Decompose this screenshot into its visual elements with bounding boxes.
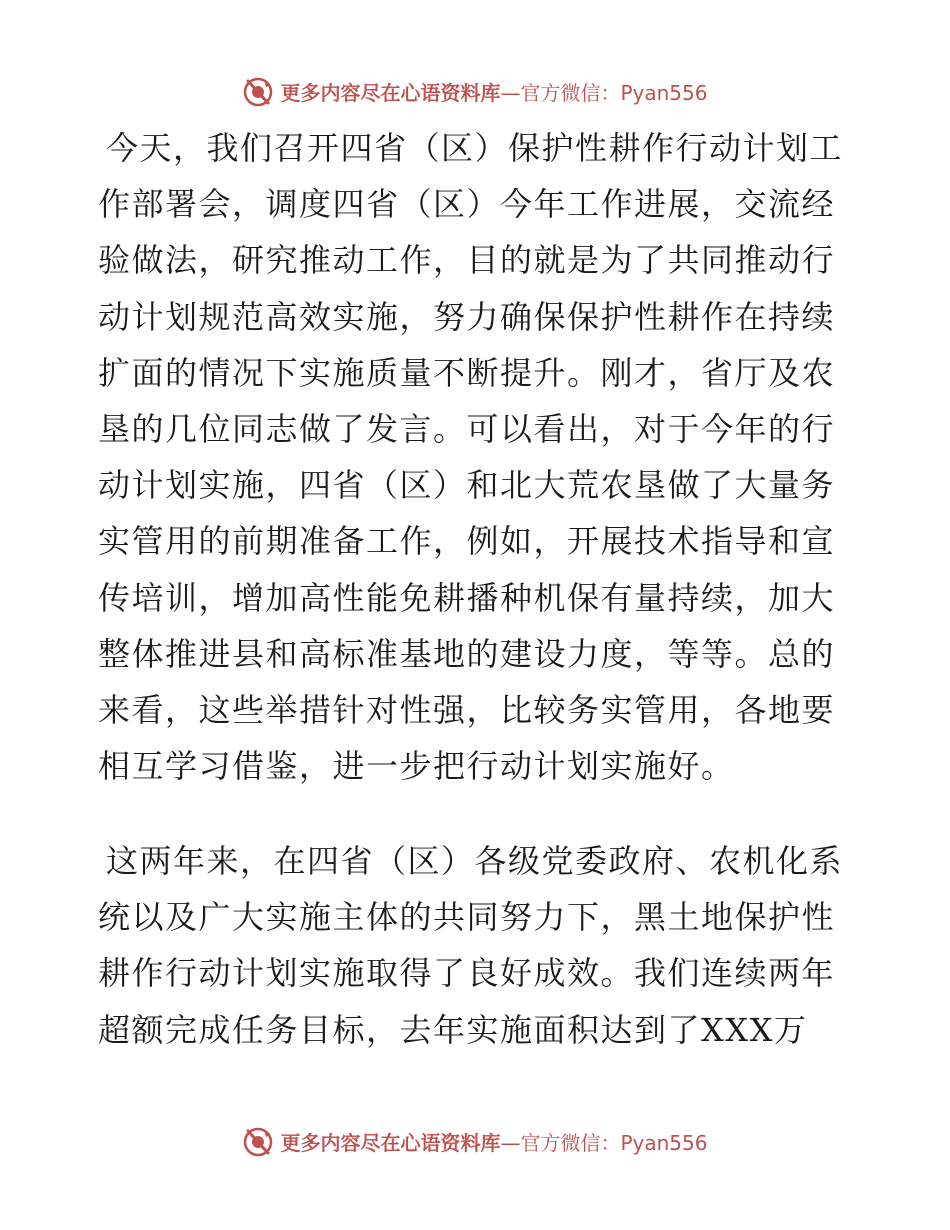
footer-banner-bold: 更多内容尽在心语资料库	[280, 1130, 501, 1155]
body-paragraph-1: 今天，我们召开四省（区）保护性耕作行动计划工作部署会，调度四省（区）今年工作进展，交流经验做法，研究推动工作，目的就是为了共同推动行动计划规范高效实施，努力确保保护性耕作在持续扩面的情况下实施质量不断提升。刚才，省厅及农垦的几位同志做了发言。可以看出，对于今年的行动计划实施，四省（区）和北大荒农垦做了大量务实管用的前期准备工作，例如，开展技术指导和宣传培训，增加高性能免耕播种机保有量持续，加大整体推进县和高标准基地的建设力度，等等。总的来看，这些举措针对性强，比较务实管用，各地要相互学习借鉴，进一步把行动计划实施好。	[98, 129, 844, 786]
brand-logo-icon	[242, 1125, 274, 1157]
header-banner	[0, 74, 950, 108]
footer-banner-text	[280, 1127, 707, 1156]
brand-logo-icon	[242, 75, 274, 107]
body-paragraph-2: 这两年来，在四省（区）各级党委政府、农机化系统以及广大实施主体的共同努力下，黑土地保护性耕作行动计划实施取得了良好成效。我们连续两年超额完成任务目标，去年实施面积达到了XXX万	[98, 842, 844, 1049]
header-banner-plain: —官方微信：Pyan556	[500, 80, 708, 105]
footer-banner	[0, 1124, 950, 1158]
header-banner-bold: 更多内容尽在心语资料库	[280, 80, 501, 105]
footer-banner-plain: —官方微信：Pyan556	[500, 1130, 708, 1155]
header-banner-text	[280, 77, 707, 106]
